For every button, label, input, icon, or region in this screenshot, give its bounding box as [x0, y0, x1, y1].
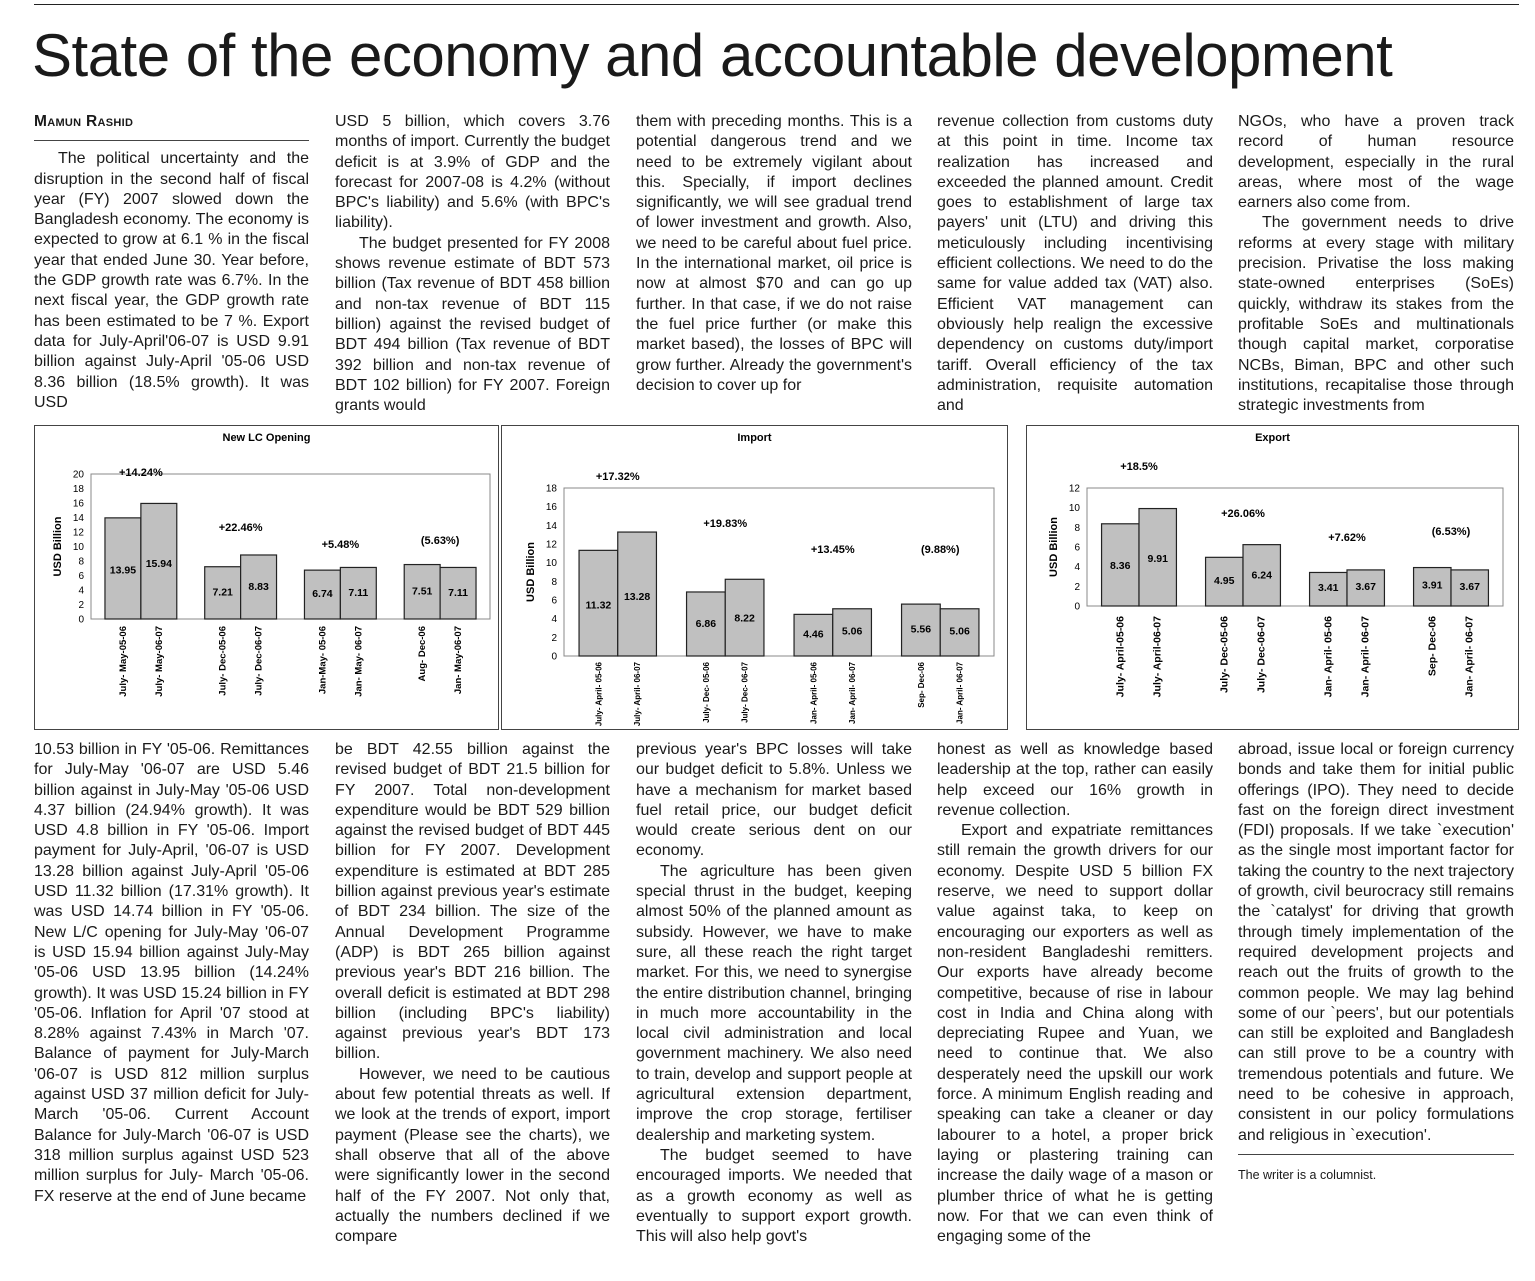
column-2-top — [335, 112, 610, 416]
paragraph: The government needs to drive reforms at every stage with military precision. Privatise the loss making state-owned enterprises (SoEs) quickly, withdraw its stakes from the profitable SoEs and multinationals though capital market, corporatise NCBs, Biman, BPC and other such institutions, recapitalise those through strategic investments from — [1238, 214, 1514, 415]
y-tick-label: 2 — [1074, 581, 1080, 593]
headline: State of the economy and accountable development — [32, 22, 1393, 89]
y-tick-label: 0 — [1074, 601, 1080, 613]
bar-value-label: 15.94 — [145, 557, 172, 570]
y-tick-label: 12 — [545, 539, 557, 551]
chart-svg-export — [1027, 426, 1518, 729]
writer-credit: The writer is a columnist. — [1238, 1154, 1514, 1185]
growth-label: (9.88%) — [920, 544, 960, 556]
x-category-label: Jan- April- 06-07 — [1359, 616, 1372, 698]
x-category-label: Jan- April- 05-06 — [809, 662, 819, 724]
column-3-bottom — [636, 740, 912, 1270]
x-category-label: July- Dec-06-07 — [1255, 616, 1268, 694]
x-category-label: July- April- 05-06 — [594, 662, 604, 727]
y-tick-label: 12 — [1068, 483, 1080, 495]
paragraph: honest as well as knowledge based leadership at the top, rather can easily help exceed our 16% growth in revenue collection. — [937, 741, 1213, 819]
growth-label: +19.83% — [703, 518, 748, 530]
growth-label: +13.45% — [810, 544, 855, 556]
bar-value-label: 13.28 — [623, 591, 651, 604]
bar-value-label: 4.95 — [1214, 575, 1235, 588]
bar-value-label: 3.67 — [1355, 580, 1376, 593]
bar-value-label: 6.24 — [1251, 569, 1272, 582]
column-3-top — [636, 112, 912, 416]
chart-title: Import — [737, 432, 772, 444]
top-rule — [34, 4, 1519, 5]
y-tick-label: 16 — [72, 498, 84, 510]
chart-new-lc-opening — [34, 425, 499, 730]
y-tick-label: 6 — [1074, 542, 1080, 554]
bar-value-label: 7.21 — [212, 586, 233, 599]
paragraph: previous year's BPC losses will take our budget deficit to 5.8%. Unless we have a mechanism for market based fuel retail price, our budget deficit would create serious dent on our economy. — [636, 741, 912, 860]
y-axis-label: USD Billion — [1048, 517, 1060, 577]
x-category-label: Jan- April- 05-06 — [1322, 616, 1335, 698]
bar-value-label: 3.41 — [1318, 581, 1339, 594]
chart-svg-import — [502, 426, 1007, 729]
x-category-label: Jan- April- 06-07 — [1463, 616, 1476, 698]
bar-value-label: 5.56 — [910, 623, 932, 636]
y-tick-label: 6 — [551, 595, 557, 607]
bar-value-label: 3.67 — [1459, 580, 1480, 593]
bar-value-label: 9.91 — [1147, 553, 1168, 566]
paragraph: NGOs, who have a proven track record of human resource development, especially in the rural areas, where most of the wage earners also come from. — [1238, 113, 1514, 212]
chart-svg-new-lc-opening — [35, 426, 498, 729]
growth-label: (5.63%) — [420, 535, 460, 547]
y-tick-label: 8 — [78, 556, 84, 568]
paragraph: The budget seemed to have encouraged imports. We needed that as a growth economy as well as eventually to support export growth. This will also help govt's — [636, 1146, 912, 1246]
growth-label: +22.46% — [218, 522, 263, 534]
x-category-label: July- Dec-05-06 — [217, 626, 229, 696]
x-category-label: Jan- April- 06-07 — [848, 662, 858, 724]
y-tick-label: 0 — [78, 614, 84, 626]
chart-title: New LC Opening — [222, 432, 311, 444]
growth-label: (6.53%) — [1431, 526, 1471, 538]
paragraph: be BDT 42.55 billion against the revised budget of BDT 21.5 billion for FY 2007. Total non-development expenditure would be BDT 529 billion against the revised budget of BDT 445 billion for FY 2007. Development expenditure is estimated at BDT 285 billion against previous year's estimate of BDT 234 billion. The size of the Annual Development Programme (ADP) is BDT 265 billion against previous year's BDT 216 billion. The overall deficit is estimated at BDT 298 billion (including BPC's liability) against previous year's BDT 173 billion. — [335, 741, 610, 1063]
bar-value-label: 4.46 — [803, 628, 824, 641]
x-category-label: Sep- Dec-06 — [916, 662, 926, 708]
x-category-label: Aug- Dec-06 — [417, 626, 429, 682]
growth-label: +14.24% — [119, 467, 163, 479]
paragraph: However, we need to be cautious about few potential threats as well. If we look at the trends of export, import payment (Please see the charts), we shall observe that all of the above were significantly lower in the second half of the FY 2007. Not only that, actually the numbers declined if we compare — [335, 1065, 610, 1246]
y-tick-label: 10 — [545, 558, 557, 570]
paragraph: abroad, issue local or foreign currency bonds and take them for initial public offerings (IPO). They need to decide fast on the foreign direct investment (FDI) proposals. If we take `execution' as the single most important factor for taking the country to the next trajectory of growth, civil beurocracy still remains the `catalyst' for driving that growth through timely implementation of the required development projects and reach out the fruits of growth to the common people. We may lag behind some of our `peers', but our potentials can still be exploited and Bangladesh can still prove to be a country with tremendous potentials and future. We need to be cohesive in approach, consistent in our policy formulations and religious in `execution'. — [1238, 741, 1514, 1144]
x-category-label: July- April- 06-07 — [633, 662, 643, 727]
chart-export — [1026, 425, 1519, 730]
x-category-label: July- Dec-06-07 — [253, 626, 265, 696]
bar-value-label: 6.86 — [695, 618, 717, 631]
growth-label: +7.62% — [1328, 532, 1366, 544]
growth-label: +26.06% — [1221, 508, 1265, 520]
growth-label: +18.5% — [1120, 461, 1158, 473]
x-category-label: July- Dec- 06-07 — [740, 662, 750, 723]
growth-label: +5.48% — [321, 539, 360, 551]
y-tick-label: 10 — [1068, 503, 1080, 515]
x-category-label: Sep- Dec-06 — [1426, 616, 1439, 677]
y-tick-label: 18 — [72, 484, 84, 495]
y-tick-label: 16 — [545, 502, 557, 514]
x-category-label: July- April-05-06 — [1114, 616, 1127, 698]
chart-import — [501, 425, 1008, 730]
x-category-label: Jan- April- 06-07 — [955, 662, 965, 724]
column-1-top — [34, 112, 309, 416]
bar-value-label: 8.36 — [1110, 560, 1131, 573]
y-tick-label: 4 — [551, 614, 557, 626]
paragraph: revenue collection from customs duty at this point in time. Income tax realization has increased and exceeded the planned amount. Credit goes to establishment of large tax payers' unit (LTU) and driving this meticulously including incentivising efficient collections. We need to do the same for value added tax (VAT) also. Efficient VAT management can obviously help realign the excessive dependency on customs duty/import tariff. Overall efficiency of the tax administration, requisite automation and — [937, 113, 1213, 415]
bar-value-label: 11.32 — [585, 599, 612, 612]
y-tick-label: 4 — [1074, 562, 1080, 574]
growth-label: +17.32% — [595, 471, 640, 483]
column-2-bottom — [335, 740, 610, 1270]
y-tick-label: 8 — [1074, 522, 1080, 534]
bar-value-label: 8.83 — [248, 581, 269, 594]
y-tick-label: 18 — [545, 483, 557, 495]
chart-title: Export — [1255, 432, 1290, 444]
x-category-label: July- May-05-06 — [117, 626, 129, 697]
y-tick-label: 14 — [72, 513, 84, 524]
paragraph: Export and expatriate remittances still remain the growth drivers for our economy. Despite USD 5 billion FX reserve, we need to support dollar value against taka, to keep on encouraging our exporters as well as non-resident Bangladeshi remitters. Our exports have already become competitive, because of rise in labour cost in India and China along with depreciating Rupee and Yuan, we need to continue that. We also desperately need the upskill our work force. A minimum English reading and speaking can take a cleaner or day labourer to a hotel, a proper brick laying or plastering training can increase the daily wage of a mason or plumber thrice of what he is getting now. For that we can even think of engaging some of the — [937, 822, 1213, 1246]
bar-value-label: 7.11 — [448, 586, 469, 599]
x-category-label: July- Dec-05-06 — [1218, 616, 1231, 694]
paragraph: USD 5 billion, which covers 3.76 months of import. Currently the budget deficit is at 3.9% of GDP and the forecast for 2007-08 is 4.2% (without BPC's liability) and 5.6% (with BPC's liability). — [335, 113, 610, 232]
x-category-label: July- Dec- 05-06 — [701, 662, 711, 723]
bar-value-label: 7.51 — [411, 585, 433, 598]
y-tick-label: 10 — [72, 542, 84, 553]
column-5-top — [1238, 112, 1514, 416]
x-category-label: Jan-May- 05-06 — [317, 626, 329, 695]
y-tick-label: 14 — [545, 520, 557, 532]
paragraph: The agriculture has been given special thrust in the budget, keeping almost 50% of the planned amount as subsidy. However, we have to make sure, all these reach the right target market. For this, we need to synergise the entire distribution channel, bringing in much more accountability in the local civil administration and local government machinery. We also need to train, develop and support people at agricultural extension department, improve the crop storage, fertiliser dealership and marketing system. — [636, 862, 912, 1144]
bar-value-label: 13.95 — [109, 564, 137, 577]
paragraph: them with preceding months. This is a potential dangerous trend and we need to be extremely vigilant about this. Specially, if import declines significantly, we will see gradual trend of lower investment and growth. Also, we need to be careful about fuel price. In the international market, oil price is now at almost $70 and can go up further. In that case, if we do not raise the fuel price further (or make this market based), the losses of BPC will grow further. Already the government's decision to cover up for — [636, 113, 912, 394]
x-category-label: July- May-06-07 — [153, 626, 165, 697]
y-tick-label: 8 — [551, 576, 557, 588]
y-tick-label: 2 — [551, 632, 557, 644]
paragraph: The political uncertainty and the disruption in the second half of fiscal year (FY) 2007 slowed down the Bangladesh economy. The economy is expected to grow at 6.1 % in the fiscal year that ended June 30. Year before, the GDP growth rate was 6.7%. In the next fiscal year, the GDP growth rate has been estimated to be 7 %. Export data for July-April'06-07 is USD 9.91 billion against July-April '05-06 USD 8.36 billion (18.5% growth). It was USD — [34, 150, 309, 411]
x-category-label: Jan- May-06-07 — [453, 626, 465, 695]
x-category-label: Jan- May- 06-07 — [353, 626, 365, 697]
bar-value-label: 7.11 — [348, 586, 369, 599]
y-axis-label: USD Billion — [525, 542, 537, 602]
column-4-bottom — [937, 740, 1213, 1270]
byline: Mamun Rashid — [34, 112, 309, 141]
bar-value-label: 5.06 — [949, 625, 970, 638]
column-4-top — [937, 112, 1213, 416]
bar-value-label: 8.22 — [734, 612, 755, 625]
x-category-label: July- April-06-07 — [1151, 616, 1164, 698]
column-5-bottom — [1238, 740, 1514, 1270]
y-tick-label: 2 — [78, 600, 84, 611]
bar-value-label: 5.06 — [841, 625, 863, 638]
column-1-bottom — [34, 740, 309, 1270]
paragraph: The budget presented for FY 2008 shows revenue estimate of BDT 573 billion (Tax revenue of BDT 458 billion and non-tax revenue of BDT 115 billion) against the revised budget of BDT 494 billion (Tax revenue of BDT 392 billion and non-tax revenue of BDT 102 billion) for FY 2007. Foreign grants would — [335, 234, 610, 415]
y-tick-label: 6 — [78, 571, 84, 582]
y-tick-label: 20 — [72, 469, 84, 481]
y-tick-label: 12 — [72, 527, 84, 539]
bar-value-label: 3.91 — [1422, 579, 1443, 592]
y-tick-label: 0 — [551, 651, 557, 663]
y-axis-label: USD Billion — [52, 516, 64, 577]
paragraph: 10.53 billion in FY '05-06. Remittances for July-May '06-07 are USD 5.46 billion against in July-May '05-06 USD 4.37 billion (24.94% growth). It was USD 4.8 billion in FY '05-06. Import payment for July-April, '06-07 is USD 13.28 billion against July-April '05-06 USD 11.32 billion (17.31% growth). It was USD 14.74 billion in FY '05-06. New L/C opening for July-May '06-07 is USD 15.94 billion against July-May '05-06 USD 13.95 billion (14.24% growth). It was USD 15.24 billion in FY '05-06. Inflation for April '07 stood at 8.28% against 7.43% in March '07. Balance of payment for July-March '06-07 is USD 812 million surplus against USD 37 million deficit for July-March '05-06. Current Account Balance for July-March '06-07 is USD 318 million surplus against USD 523 million surplus for July- March '05-06. FX reserve at the end of June became — [34, 741, 309, 1205]
y-tick-label: 4 — [78, 585, 84, 597]
bar-value-label: 6.74 — [312, 588, 333, 601]
